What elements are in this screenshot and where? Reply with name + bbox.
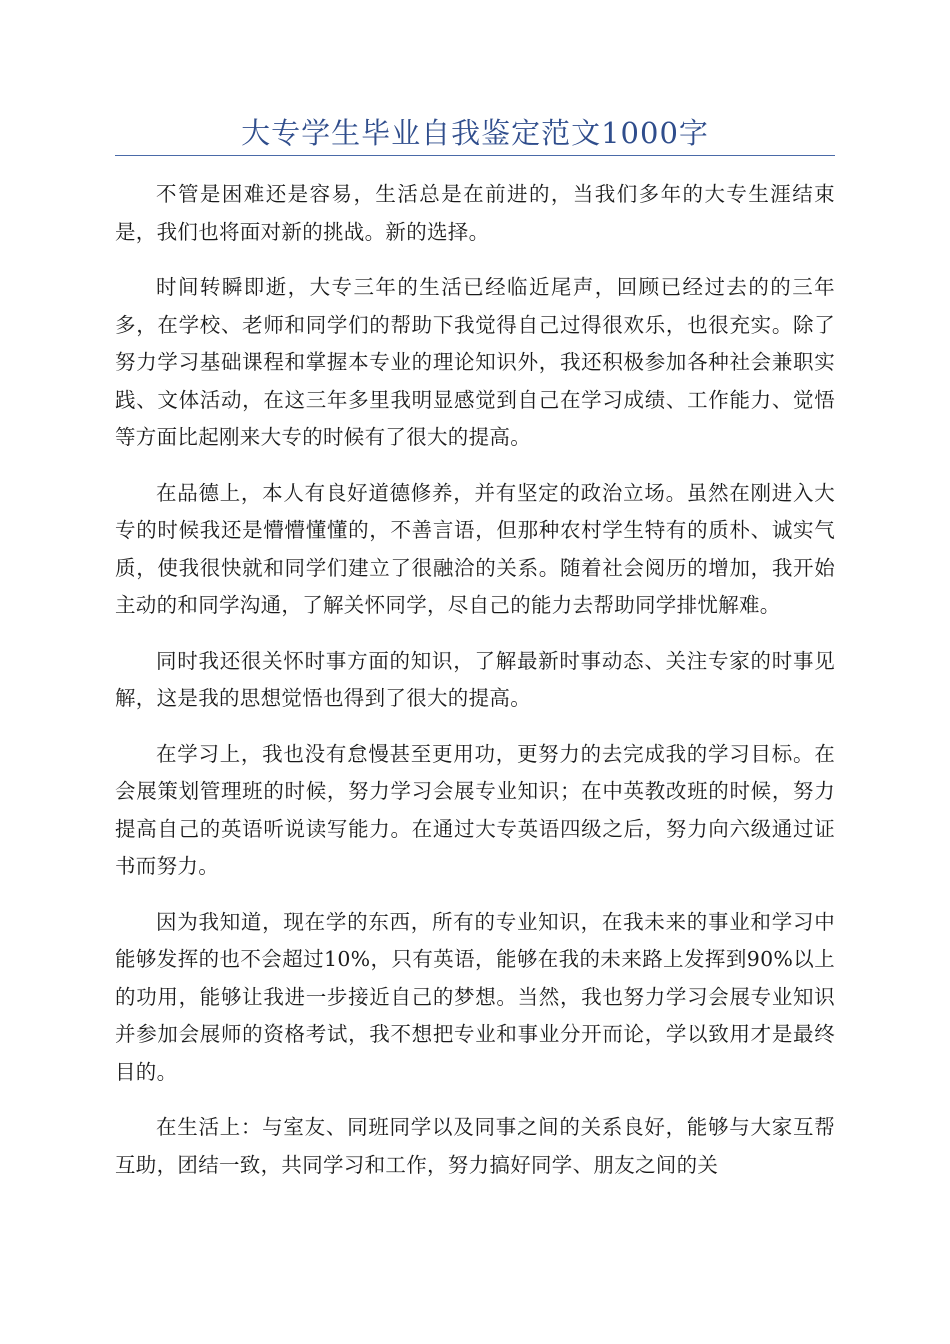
paragraph: 时间转瞬即逝，大专三年的生活已经临近尾声，回顾已经过去的的三年多，在学校、老师和同学们的帮助下我觉得自己过得很欢乐，也很充实。除了努力学习基础课程和掌握本专业的理论知识外，我还积极参加各种社会兼职实践、文体活动，在这三年多里我明显感觉到自己在学习成绩、工作能力、觉悟等方面比起刚来大专的时候有了很大的提高。 xyxy=(115,275,835,449)
paragraph: 同时我还很关怀时事方面的知识，了解最新时事动态、关注专家的时事见解，这是我的思想觉悟也得到了很大的提高。 xyxy=(115,648,835,710)
paragraph: 在品德上，本人有良好道德修养，并有坚定的政治立场。虽然在刚进入大专的时候我还是懵懵懂懂的，不善言语，但那种农村学生特有的质朴、诚实气质，使我很快就和同学们建立了很融洽的关系。随着社会阅历的增加，我开始主动的和同学沟通，了解关怀同学，尽自己的能力去帮助同学排忧解难。 xyxy=(115,480,835,617)
document-body xyxy=(115,176,835,1202)
document-title: 大专学生毕业自我鉴定范文1000字 xyxy=(241,116,709,150)
paragraph: 因为我知道，现在学的东西，所有的专业知识，在我未来的事业和学习中能够发挥的也不会超过10%，只有英语，能够在我的未来路上发挥到90%以上的功用，能够让我进一步接近自己的梦想。当然，我也努力学习会展专业知识并参加会展师的资格考试，我不想把专业和事业分开而论，学以致用才是最终目的。 xyxy=(115,909,835,1084)
title-underline xyxy=(115,155,835,156)
paragraph: 不管是困难还是容易，生活总是在前进的，当我们多年的大专生涯结束是，我们也将面对新的挑战。新的选择。 xyxy=(115,182,835,244)
paragraph: 在学习上，我也没有怠慢甚至更用功，更努力的去完成我的学习目标。在会展策划管理班的时候，努力学习会展专业知识；在中英教改班的时候，努力提高自己的英语听说读写能力。在通过大专英语四级之后，努力向六级通过证书而努力。 xyxy=(115,741,835,878)
paragraph: 在生活上：与室友、同班同学以及同事之间的关系良好，能够与大家互帮互助，团结一致，共同学习和工作，努力搞好同学、朋友之间的关 xyxy=(115,1115,835,1177)
